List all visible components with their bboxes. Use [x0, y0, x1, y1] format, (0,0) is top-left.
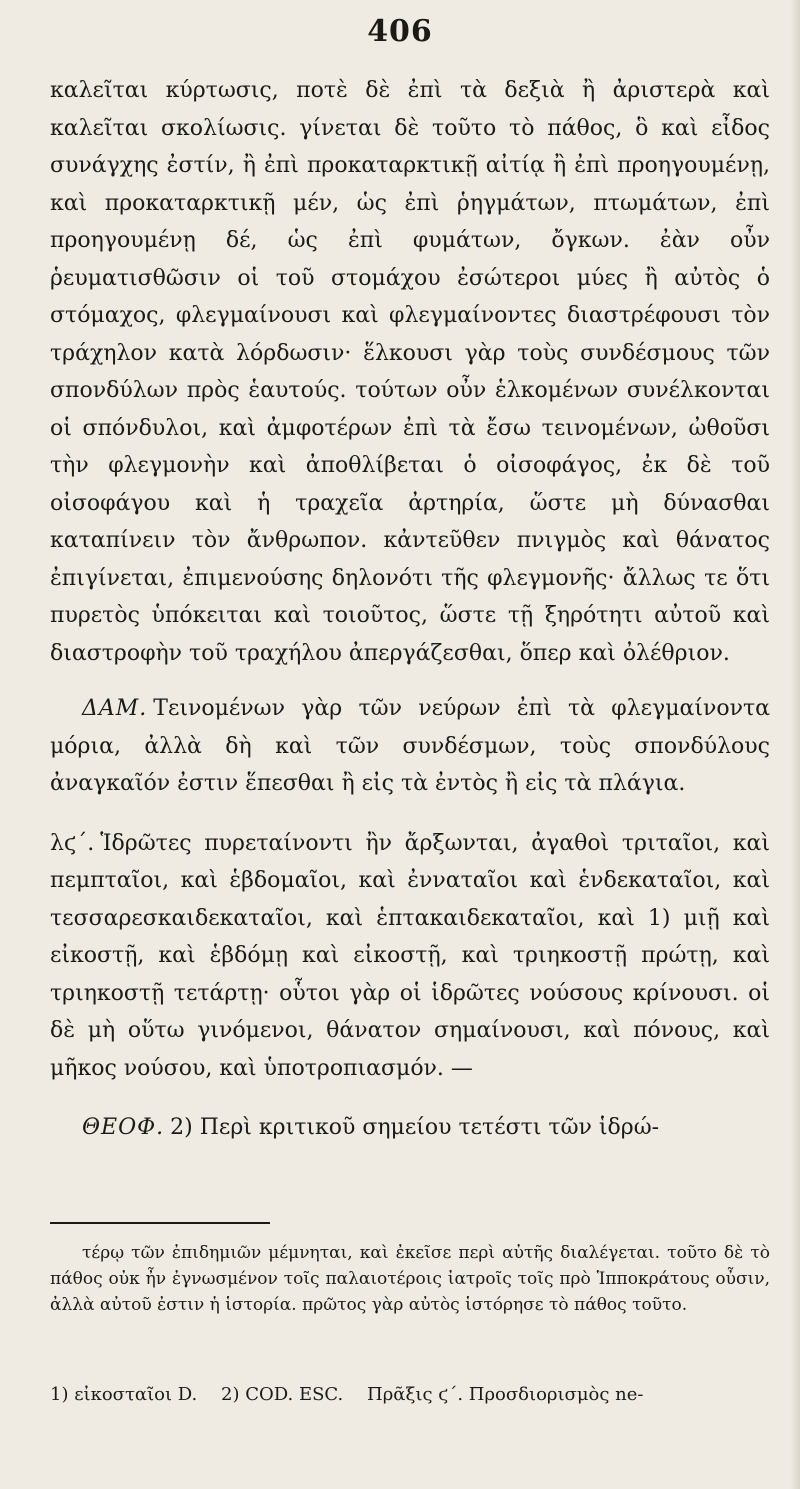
page-number: 406	[367, 14, 433, 49]
apparatus-line	[50, 1382, 790, 1408]
footnote-area	[50, 1240, 770, 1318]
main-text	[50, 72, 770, 1147]
apparatus-note-1: 1) εἰκοσταῖοι D.	[50, 1384, 198, 1405]
speaker-label-dam: ΔΑΜ.	[82, 696, 148, 721]
paragraph-damascius-text: Τεινομένων γὰρ τῶν νεύρων ἐπὶ τὰ φλεγμαίνοντα μόρια, ἀλλὰ δὴ καὶ τῶν συνδέσμων, τοὺς σπονδύλους ἀναγκαῖόν ἐστιν ἕπεσθαι ἢ εἰς τὰ ἐντὸς ἢ εἰς τὰ πλάγια.	[50, 696, 770, 796]
footnote-text: τέρῳ τῶν ἐπιδημιῶν μέμνηται, καὶ ἐκεῖσε περὶ αὐτῆς διαλέγεται. τοῦτο δὲ τὸ πάθος οὐκ ἦν ἐγνωσμένον τοῖς παλαιοτέροις ἰατροῖς τοῖς πρὸ Ἱπποκράτους οὖσιν, ἀλλὰ αὐτοῦ ἐστιν ἡ ἱστορία. πρῶτος γὰρ αὐτὸς ἱστόρησε τὸ πάθος τοῦτο.	[50, 1243, 770, 1315]
apparatus-note-3: Πρᾶξις ϛ΄. Προσδιορισμὸς ne-	[367, 1384, 644, 1405]
footnote-rule	[50, 1222, 270, 1224]
apparatus-note-2: 2) COD. ESC.	[221, 1384, 344, 1405]
paragraph-aphorism	[50, 825, 770, 1088]
paragraph-damascius	[50, 690, 770, 803]
page-edge-shadow	[790, 0, 800, 1489]
aphorism-number: λϛ΄.	[50, 830, 95, 856]
paragraph-theophilus-text: 2) Περὶ κριτικοῦ σημείου τετέστι τῶν ἱδρώ-	[170, 1115, 660, 1140]
speaker-label-theoph: ΘΕΟΦ.	[82, 1115, 165, 1140]
paragraph-commentary: καλεῖται κύρτωσις, ποτὲ δὲ ἐπὶ τὰ δεξιὰ ἢ ἀριστερὰ καὶ καλεῖται σκολίωσις. γίνεται δὲ τοῦτο τὸ πάθος, ὃ καὶ εἶδος συνάγχης ἐστίν, ἢ ἐπὶ προκαταρκτικῇ αἰτίᾳ ἢ ἐπὶ προηγουμένῃ, καὶ προκαταρκτικῇ μέν, ὡς ἐπὶ ῥηγμάτων, πτωμάτων, ἐπὶ προηγουμένῃ δέ, ὡς ἐπὶ φυμάτων, ὄγκων. ἐὰν οὖν ῥευματισθῶσιν οἱ τοῦ στομάχου ἐσώτεροι μύες ἢ αὐτὸς ὁ στόμαχος, φλεγμαίνουσι καὶ φλεγμαίνοντες διαστρέφουσι τὸν τράχηλον κατὰ λόρδωσιν· ἕλκουσι γὰρ τοὺς συνδέσμους τῶν σπονδύλων πρὸς ἑαυτούς. τούτων οὖν ἑλκομένων συνέλκονται οἱ σπόνδυλοι, καὶ ἀμφοτέρων ἐπὶ τὰ ἔσω τεινομένων, ὠθοῦσι τὴν φλεγμονὴν καὶ ἀποθλίβεται ὁ οἰσοφάγος, ἐκ δὲ τοῦ οἰσοφάγου καὶ ἡ τραχεῖα ἀρτηρία, ὥστε μὴ δύνασθαι καταπίνειν τὸν ἄνθρωπον. κἀντεῦθεν πνιγμὸς καὶ θάνατος ἐπιγίνεται, ἐπιμενούσης δηλονότι τῆς φλεγμονῆς· ἄλλως τε ὅτι πυρετὸς ὑπόκειται καὶ τοιοῦτος, ὥστε τῇ ξηρότητι αὐτοῦ καὶ διαστροφὴν τοῦ τραχήλου ἀπεργάζεσθαι, ὅπερ καὶ ὀλέθριον.	[50, 78, 770, 666]
aphorism-text: Ἱδρῶτες πυρεταίνοντι ἢν ἄρξωνται, ἀγαθοὶ τριταῖοι, καὶ πεμπταῖοι, καὶ ἑβδομαῖοι, καὶ ἐνναταῖοι καὶ ἑνδεκαταῖοι, καὶ τεσσαρεσκαιδεκαταῖοι, καὶ ἑπτακαιδεκαταῖοι, καὶ 1) μιῇ καὶ εἰκοστῇ, καὶ ἑβδόμῃ καὶ εἰκοστῇ, καὶ τριηκοστῇ πρώτῃ, καὶ τριηκοστῇ τετάρτῃ· οὗτοι γὰρ οἱ ἱδρῶτες νούσους κρίνουσι. οἱ δὲ μὴ οὕτω γινόμενοι, θάνατον σημαίνουσι, καὶ πόνους, καὶ μῆκος νούσου, καὶ ὑποτροπιασμόν. —	[50, 830, 770, 1081]
paragraph-theophilus	[50, 1109, 770, 1147]
